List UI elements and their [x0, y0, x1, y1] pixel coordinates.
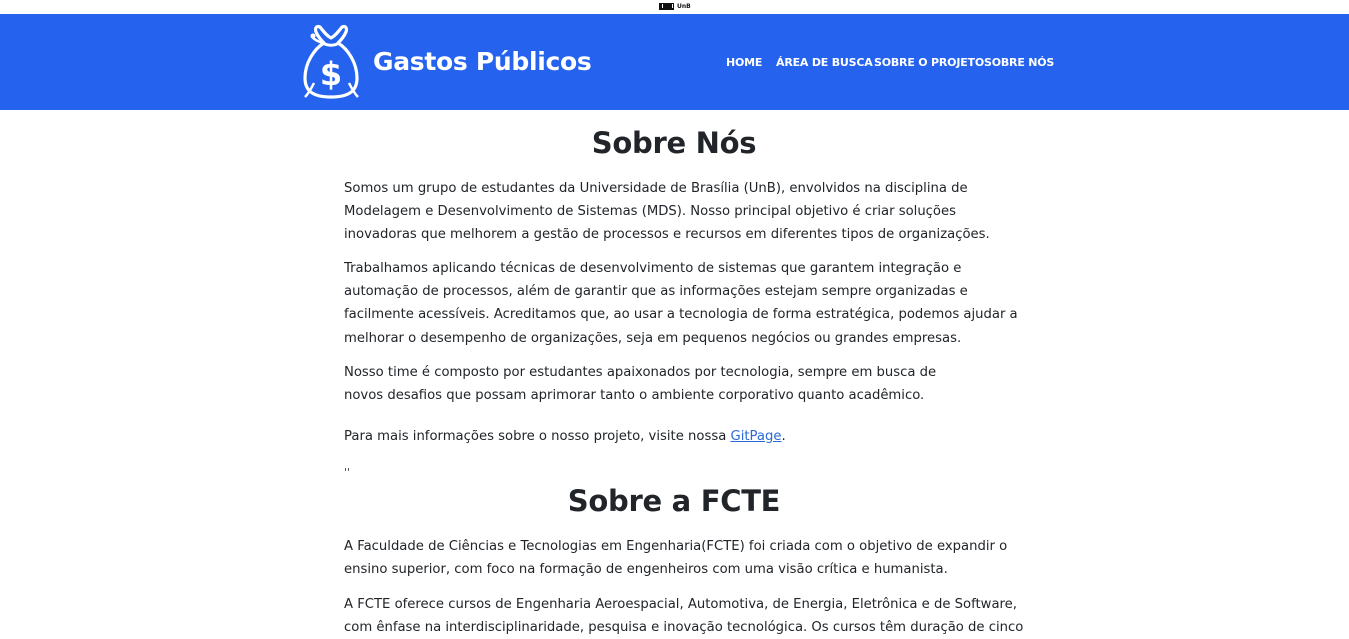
about-fcte-paragraph-1	[344, 535, 1007, 581]
about-us-paragraph-1	[344, 177, 990, 247]
about-us-paragraph-3	[344, 361, 936, 407]
nav-home[interactable]: HOME	[726, 56, 763, 69]
text-line: A FCTE oferece cursos de Engenharia Aeroespacial, Automotiva, de Energia, Eletrônica e de Software,	[344, 597, 1017, 612]
text-line: novos desafios que possam aprimorar tanto o ambiente corporativo quanto acadêmico.	[344, 388, 925, 404]
nav-search-area[interactable]: ÁREA DE BUSCA	[776, 56, 873, 69]
text-line: Trabalhamos aplicando técnicas de desenvolvimento de sistemas que garantem integração e	[344, 261, 962, 276]
text-line: Para mais informações sobre o nosso projeto, visite nossa	[344, 429, 731, 444]
svg-text:$: $	[319, 55, 343, 93]
unb-label: UnB	[677, 3, 691, 10]
text-line: Modelagem e Desenvolvimento de Sistemas (MDS). Nosso principal objetivo é criar soluções	[344, 204, 956, 220]
gitpage-link[interactable]: GitPage	[730, 429, 782, 444]
about-us-paragraph-2	[344, 257, 1018, 350]
unb-badge[interactable]	[659, 3, 691, 10]
unb-logo-icon	[659, 3, 674, 10]
text-line: melhorar o desempenho de organizações, seja em pequenos negócios ou grandes empresas.	[344, 330, 962, 346]
text-line: Somos um grupo de estudantes da Universidade de Brasília (UnB), envolvidos na disciplina de	[344, 181, 968, 196]
about-us-paragraph-4	[344, 425, 786, 448]
about-fcte-paragraph-2	[344, 593, 1023, 639]
text-line: automação de processos, além de garantir que as informações estejam sempre organizadas e	[344, 284, 968, 300]
nav-about-us[interactable]: SOBRE NÓS	[984, 56, 1055, 69]
text-line: facilmente acessíveis. Acreditamos que, ao usar a tecnologia de forma estratégica, podemos ajudar a	[344, 307, 1018, 323]
top-bar	[0, 0, 1349, 14]
text-line: Nosso time é composto por estudantes apaixonados por tecnologia, sempre em busca de	[344, 365, 937, 380]
about-us-title: Sobre Nós	[591, 126, 757, 160]
site-header	[0, 14, 1349, 110]
about-fcte-title: Sobre a FCTE	[567, 484, 781, 518]
text-line: com ênfase na interdisciplinaridade, pesquisa e inovação tecnológica. Os cursos têm duração de cinco	[344, 620, 1024, 636]
text-line: A Faculdade de Ciências e Tecnologias em Engenharia(FCTE) foi criada com o objetivo de expandir o	[344, 539, 1008, 554]
text-line: inovadoras que melhorem a gestão de processos e recursos em diferentes tipos de organizações.	[344, 227, 990, 243]
nav-about-project[interactable]: SOBRE O PROJETO	[874, 56, 984, 69]
text-line: ensino superior, com foco na formação de engenheiros com uma visão crítica e humanista.	[344, 562, 948, 578]
brand-title[interactable]: Gastos Públicos	[373, 47, 592, 76]
text-line: .	[781, 429, 786, 444]
money-bag-icon[interactable]	[302, 23, 360, 101]
stray-mark: ''	[344, 466, 351, 479]
